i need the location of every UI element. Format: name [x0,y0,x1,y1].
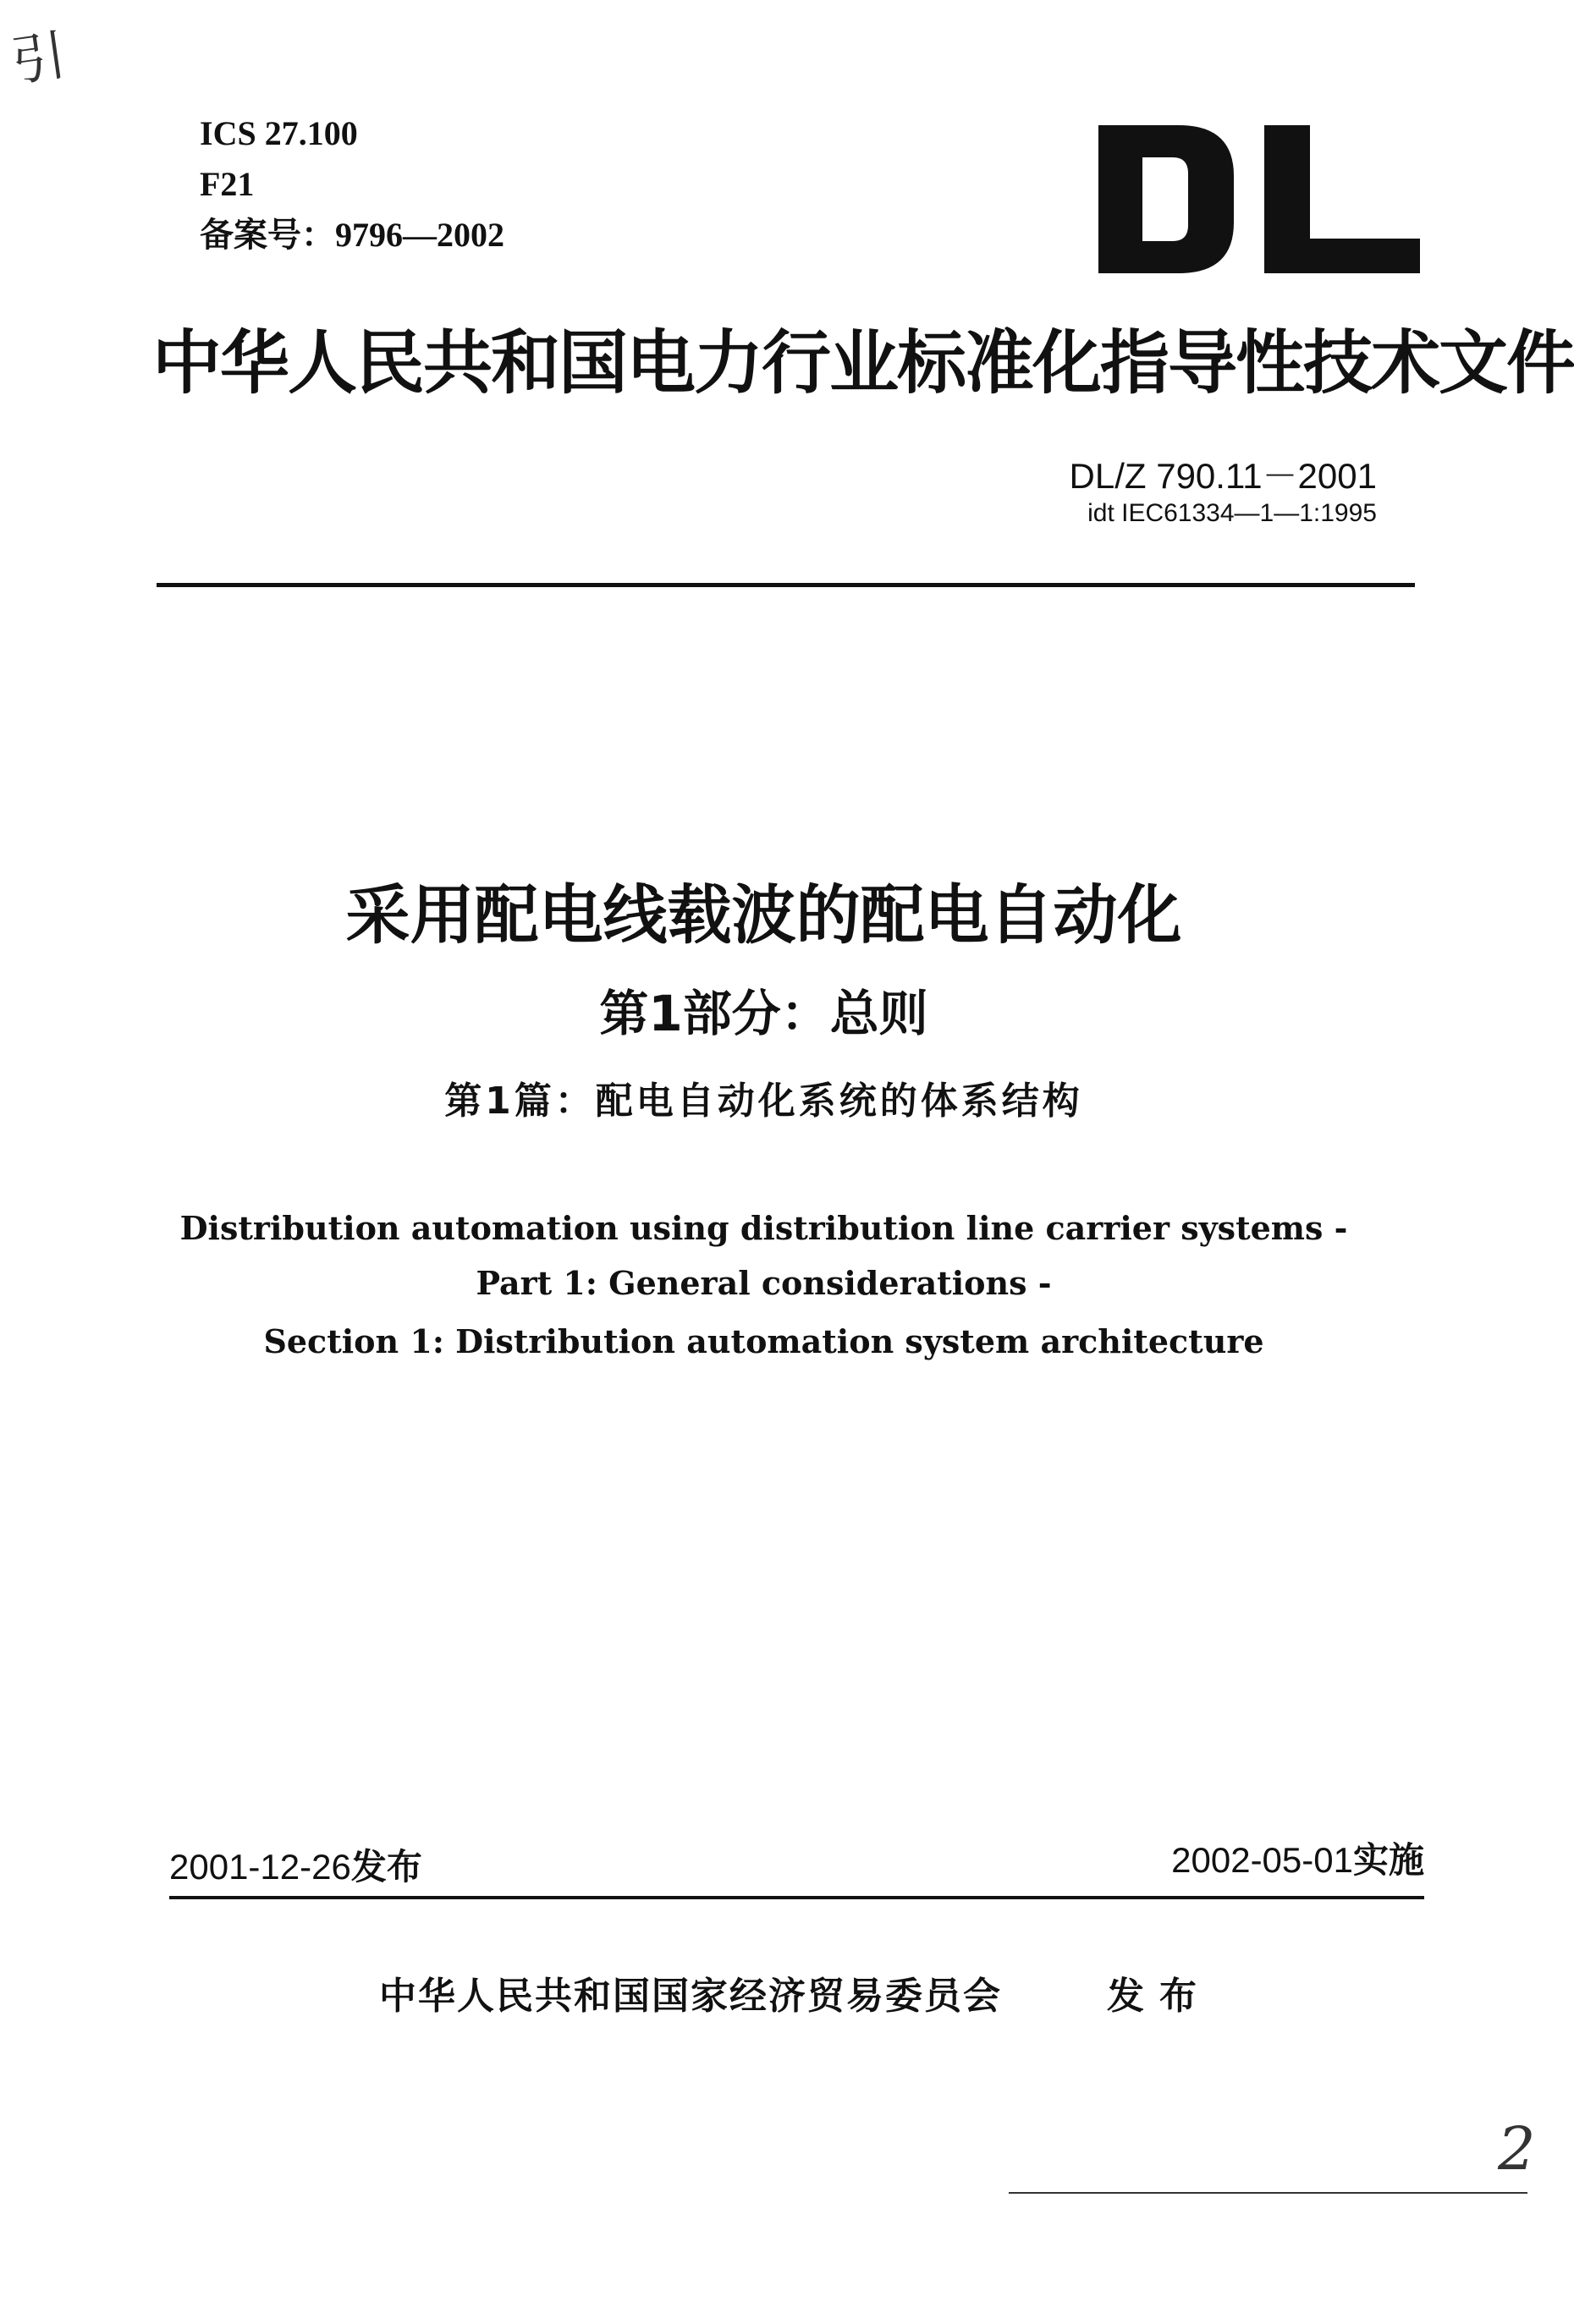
standard-number: DL/Z 790.11－2001 [1069,456,1377,496]
ics-code: ICS 27.100 [200,114,358,152]
publisher-action: 发布 [1107,1975,1212,2018]
title-english-line-1: Distribution automation using distribution line carrier systems - [179,1209,1348,1247]
issue-date-value: 2001-12-26 [169,1847,351,1887]
section-title-chinese: 第1篇：配电自动化系统的体系结构 [444,1080,1083,1123]
issuing-authority-title: 中华人民共和国电力行业标准化指导性技术文件 [152,323,1574,404]
dl-logo [1098,125,1420,273]
classification-block [200,108,504,261]
title-chinese: 采用配电线载波的配电自动化 [345,877,1182,953]
identical-standard-reference: idt IEC61334—1—1:1995 [1087,499,1377,527]
ccs-code: F21 [200,165,255,203]
handwritten-mark-top-left: 引 [8,24,70,95]
issue-date [169,1844,422,1890]
part-title-chinese: 第1部分：总则 [599,985,928,1042]
header-divider [157,583,1415,587]
dates-divider [169,1896,1424,1899]
effective-date-label: 实施 [1352,1839,1424,1881]
footer-line [1009,2192,1527,2194]
filing-number: 备案号：9796—2002 [200,216,504,254]
issue-date-label: 发布 [350,1846,422,1887]
effective-date [1171,1838,1424,1883]
title-english-line-2: Part 1: General considerations - [476,1264,1052,1302]
handwritten-mark-bottom-right: 2 [1498,2114,1536,2184]
publisher-name: 中华人民共和国国家经济贸易委员会 [379,1975,1002,2018]
effective-date-value: 2002-05-01 [1171,1840,1353,1880]
title-english-line-3: Section 1: Distribution automation system architecture [263,1322,1264,1360]
